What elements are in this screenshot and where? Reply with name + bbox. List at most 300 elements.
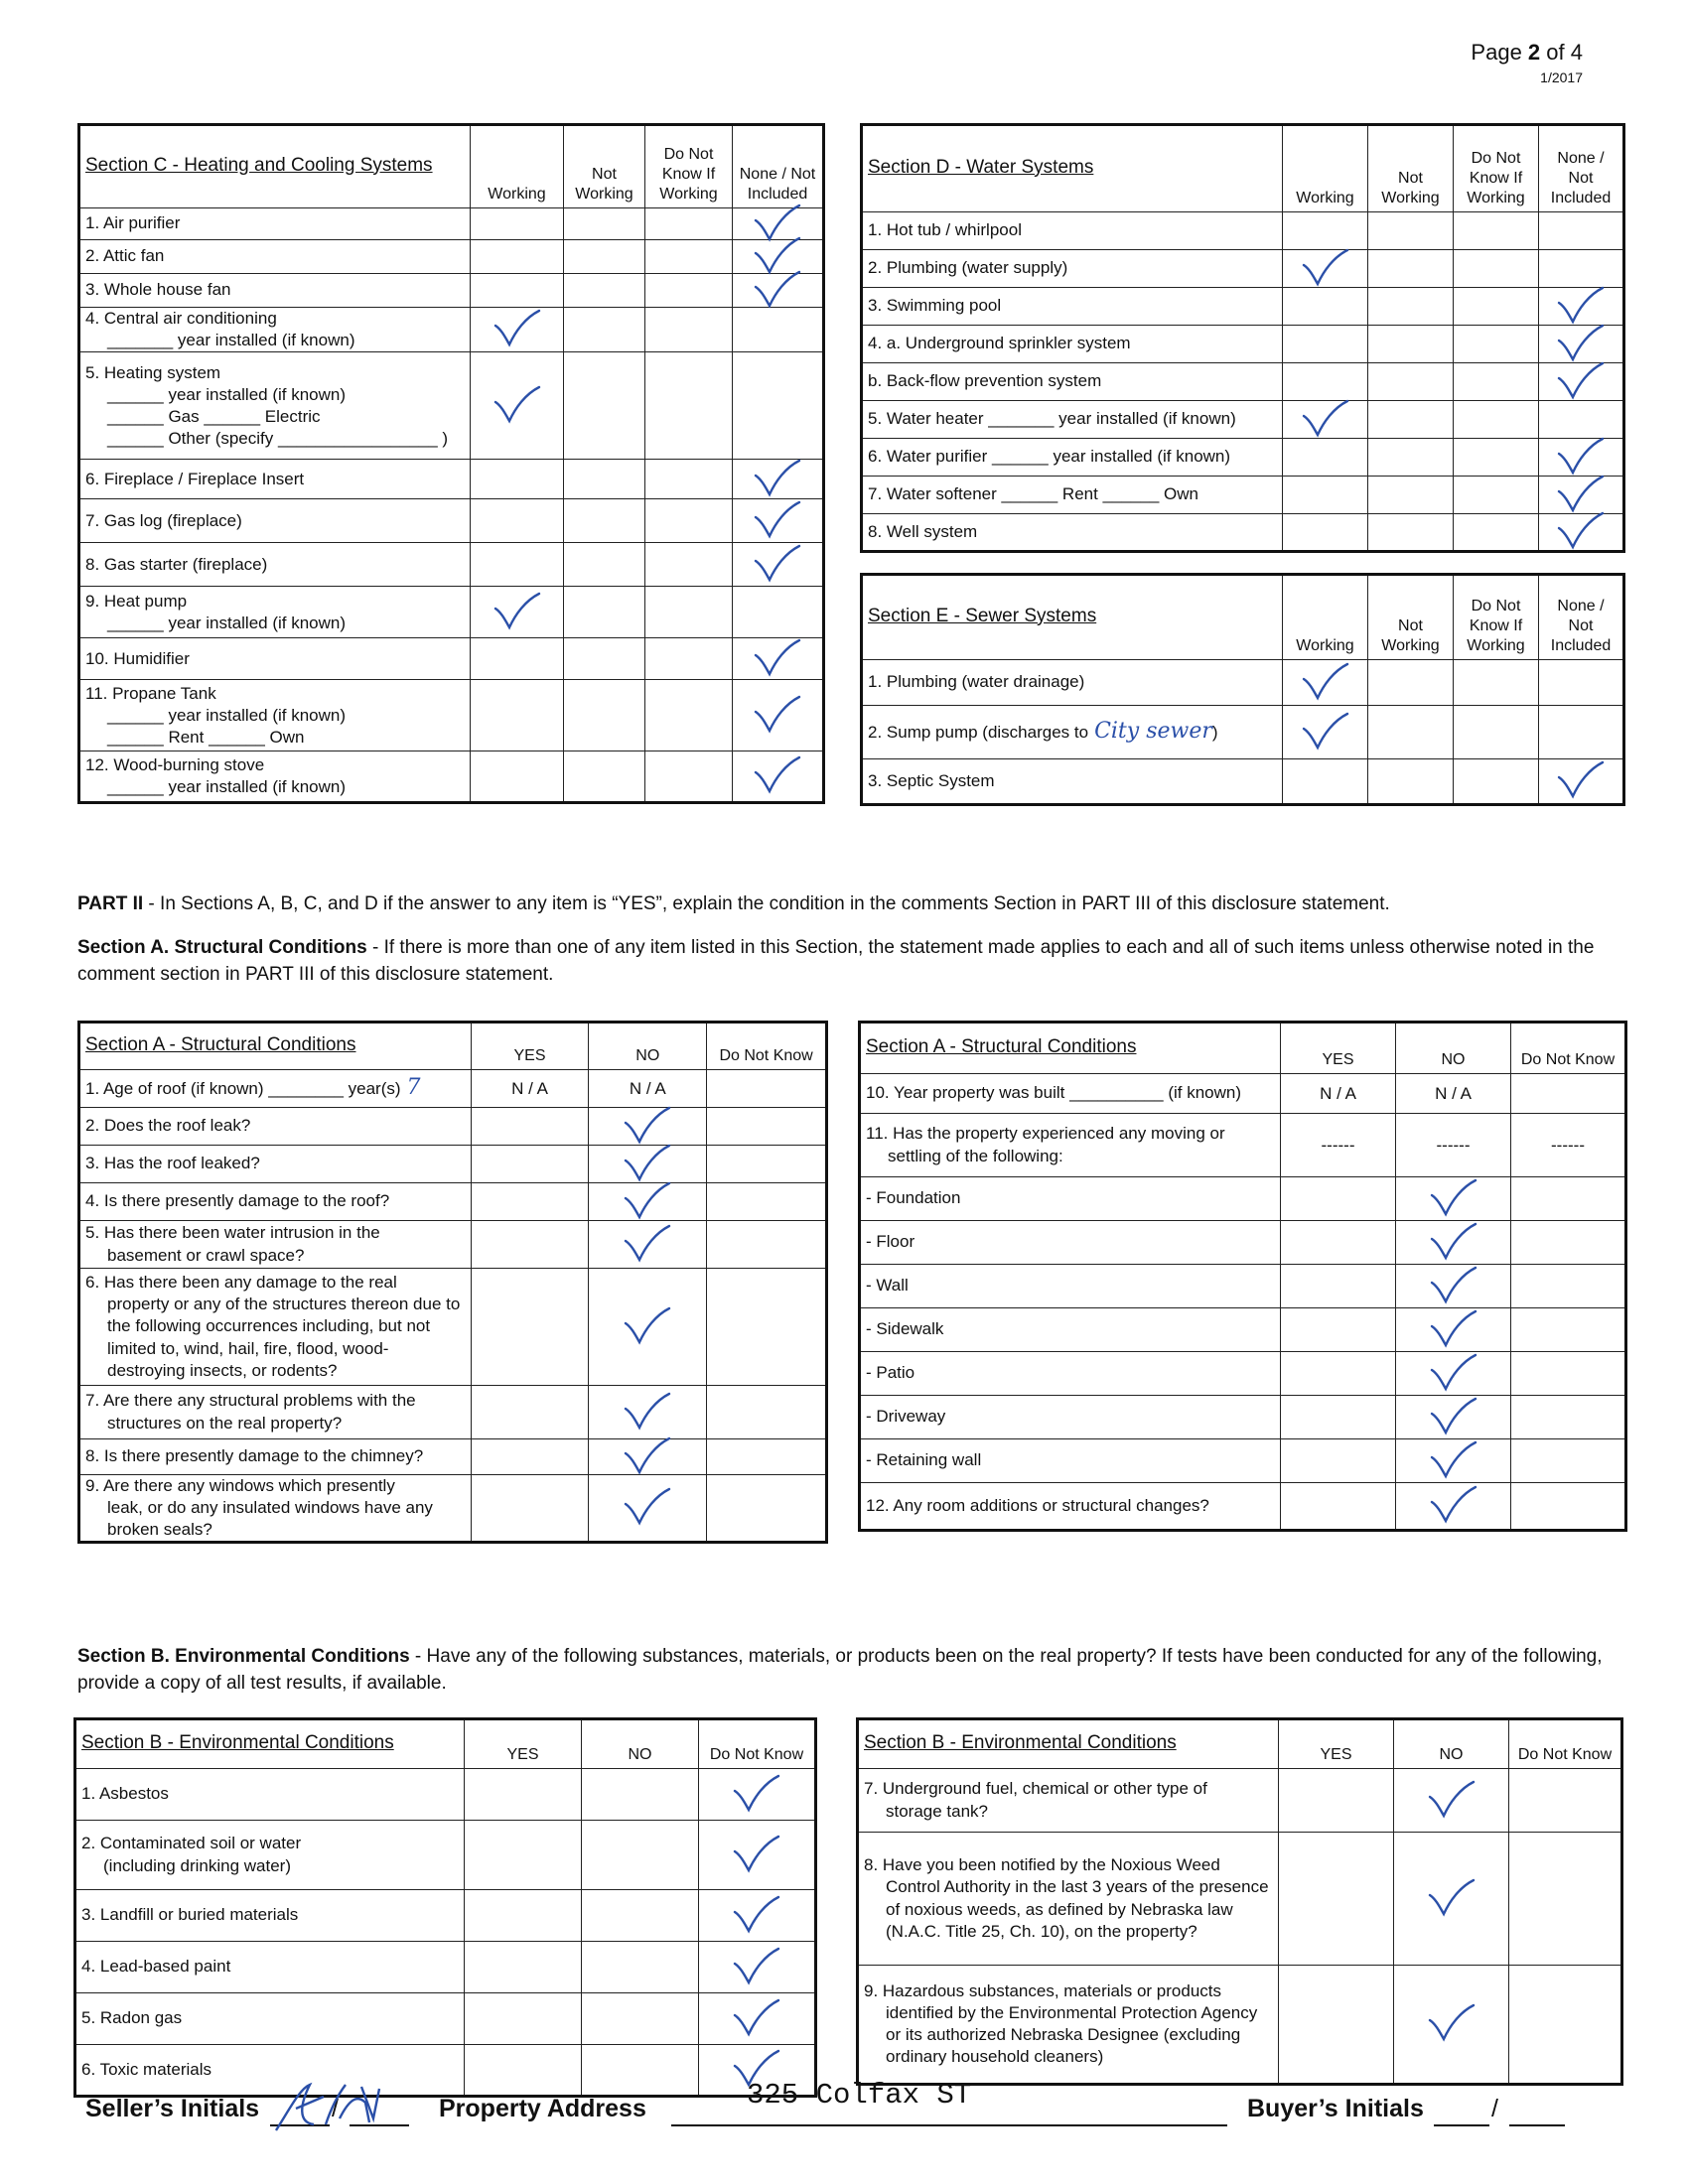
answer-cell[interactable]	[471, 208, 564, 240]
answer-cell[interactable]	[564, 460, 645, 499]
row-label	[79, 638, 471, 680]
answer-cell[interactable]	[1396, 1265, 1511, 1308]
answer-cell[interactable]	[1539, 706, 1624, 759]
answer-cell[interactable]: N / A	[589, 1070, 707, 1108]
answer-cell[interactable]	[471, 1386, 589, 1439]
answer-cell[interactable]	[733, 460, 824, 499]
answer-cell[interactable]	[582, 1821, 699, 1890]
table-row	[79, 499, 824, 543]
row-label-text: 3. Landfill or buried materials	[81, 1905, 299, 1925]
row-label	[862, 326, 1283, 363]
row-label	[75, 1993, 465, 2045]
row-label-text: 7. Underground fuel, chemical or other type of	[864, 1779, 1207, 1799]
answer-cell[interactable]	[1509, 1833, 1622, 1966]
answer-cell[interactable]	[471, 587, 564, 638]
answer-cell[interactable]	[471, 352, 564, 460]
table-row	[862, 477, 1624, 514]
column-header: None / Not Included	[733, 125, 824, 208]
answer-cell[interactable]	[733, 352, 824, 460]
answer-cell[interactable]	[645, 751, 733, 803]
row-label	[862, 660, 1283, 706]
answer-cell[interactable]	[471, 1475, 589, 1543]
answer-cell[interactable]	[1281, 1483, 1396, 1531]
table-row	[79, 1269, 827, 1386]
row-label	[862, 514, 1283, 552]
answer-cell[interactable]	[733, 751, 824, 803]
answer-cell[interactable]	[699, 1993, 816, 2045]
answer-cell[interactable]	[564, 308, 645, 352]
row-label	[75, 1821, 465, 1890]
table-row	[79, 1108, 827, 1146]
answer-cell[interactable]	[589, 1221, 707, 1269]
row-label	[860, 1114, 1281, 1177]
answer-cell[interactable]	[733, 638, 824, 680]
answer-cell[interactable]	[645, 352, 733, 460]
row-label-text: 2. Plumbing (water supply)	[868, 258, 1068, 278]
answer-cell[interactable]	[707, 1269, 827, 1386]
answer-cell[interactable]	[1454, 250, 1539, 288]
answer-cell[interactable]	[645, 274, 733, 308]
answer-cell[interactable]	[1511, 1177, 1626, 1221]
answer-cell[interactable]	[1509, 1966, 1622, 2085]
answer-cell[interactable]	[707, 1070, 827, 1108]
answer-cell[interactable]	[471, 1269, 589, 1386]
row-label	[862, 706, 1283, 759]
row-label	[79, 1183, 472, 1221]
answer-cell[interactable]	[1511, 1396, 1626, 1439]
answer-cell[interactable]	[1454, 477, 1539, 514]
answer-cell[interactable]	[1283, 363, 1368, 401]
answer-cell[interactable]	[1281, 1352, 1396, 1396]
handwritten-entry: 7	[406, 1075, 421, 1101]
answer-cell[interactable]	[471, 751, 564, 803]
answer-cell[interactable]	[645, 499, 733, 543]
answer-cell[interactable]	[1394, 1966, 1509, 2085]
row-label	[79, 751, 471, 803]
answer-cell[interactable]	[1368, 477, 1454, 514]
row-label-text: 3. Whole house fan	[85, 280, 231, 300]
answer-cell[interactable]	[1511, 1439, 1626, 1483]
row-label-end: )	[1211, 723, 1218, 743]
answer-cell[interactable]	[589, 1386, 707, 1439]
answer-cell[interactable]	[1283, 514, 1368, 552]
table-row	[75, 1769, 816, 1821]
column-header: NO	[582, 1719, 699, 1769]
answer-cell[interactable]	[733, 274, 824, 308]
row-label-text: - Foundation	[866, 1188, 961, 1208]
section-title: Section B - Environmental Conditions	[858, 1719, 1279, 1769]
answer-cell[interactable]	[707, 1146, 827, 1183]
row-label	[79, 1108, 472, 1146]
answer-cell[interactable]	[582, 2045, 699, 2097]
answer-cell[interactable]	[1539, 660, 1624, 706]
answer-cell[interactable]	[1396, 1308, 1511, 1352]
answer-cell[interactable]: N / A	[1281, 1074, 1396, 1114]
answer-cell[interactable]	[707, 1221, 827, 1269]
answer-cell[interactable]	[589, 1439, 707, 1475]
answer-cell[interactable]	[1454, 363, 1539, 401]
answer-cell[interactable]	[564, 543, 645, 587]
table-row	[79, 1183, 827, 1221]
answer-cell[interactable]	[471, 240, 564, 274]
table-row	[860, 1396, 1626, 1439]
row-label-text: 12. Wood-burning stove	[85, 755, 265, 775]
answer-cell[interactable]	[564, 751, 645, 803]
answer-cell[interactable]	[471, 638, 564, 680]
row-label-text: 1. Air purifier	[85, 213, 181, 233]
answer-cell[interactable]: N / A	[1396, 1074, 1511, 1114]
answer-cell[interactable]	[1509, 1769, 1622, 1833]
answer-cell[interactable]	[465, 1821, 582, 1890]
row-sublabel: identified by the Environmental Protection Agency or its authorized Nebraska Designee (excluding ordinary household cleaners)	[886, 2002, 1258, 2067]
row-label-text: 8. Is there presently damage to the chimney?	[85, 1446, 424, 1466]
section-e-table	[860, 573, 1625, 806]
row-label-text: - Sidewalk	[866, 1319, 944, 1339]
answer-cell[interactable]	[589, 1146, 707, 1183]
row-label-text: 10. Humidifier	[85, 648, 190, 668]
answer-cell[interactable]	[1283, 660, 1368, 706]
row-sublabel: structures on the real property?	[107, 1413, 343, 1433]
answer-cell[interactable]	[564, 352, 645, 460]
row-label-text: 12. Any room additions or structural changes?	[866, 1495, 1209, 1515]
answer-cell[interactable]	[1396, 1352, 1511, 1396]
answer-cell[interactable]	[1511, 1074, 1626, 1114]
answer-cell[interactable]	[564, 680, 645, 751]
table-row	[79, 751, 824, 803]
answer-cell[interactable]	[645, 680, 733, 751]
column-header: Working	[1283, 575, 1368, 660]
row-label	[862, 363, 1283, 401]
answer-cell[interactable]	[645, 240, 733, 274]
answer-cell[interactable]	[1539, 363, 1624, 401]
answer-cell[interactable]	[645, 587, 733, 638]
answer-cell[interactable]	[1283, 706, 1368, 759]
row-label	[862, 288, 1283, 326]
row-sublabel: (including drinking water)	[103, 1855, 291, 1875]
row-label	[79, 1070, 472, 1108]
answer-cell[interactable]	[1511, 1483, 1626, 1531]
answer-cell[interactable]	[1368, 706, 1454, 759]
row-sublabel: ______ Other (specify _________________ )	[107, 428, 449, 448]
answer-cell[interactable]	[582, 1942, 699, 1993]
answer-cell[interactable]	[1454, 514, 1539, 552]
table-row	[79, 680, 824, 751]
answer-cell[interactable]	[1283, 212, 1368, 250]
form-revision: 1/2017	[1540, 69, 1583, 85]
answer-cell[interactable]	[1396, 1221, 1511, 1265]
answer-cell[interactable]	[645, 308, 733, 352]
answer-cell[interactable]	[707, 1183, 827, 1221]
answer-cell[interactable]	[1368, 288, 1454, 326]
answer-cell[interactable]	[1281, 1221, 1396, 1265]
row-label-text: 11. Has the property experienced any moving or	[866, 1124, 1225, 1144]
answer-cell[interactable]	[589, 1475, 707, 1543]
row-sublabel: ______ Rent ______ Own	[107, 727, 305, 747]
column-header: Do Not Know	[699, 1719, 816, 1769]
row-label-text: 4. Is there presently damage to the roof?	[85, 1191, 390, 1211]
answer-cell[interactable]	[645, 460, 733, 499]
answer-cell[interactable]	[471, 308, 564, 352]
table-row	[79, 274, 824, 308]
answer-cell[interactable]	[1368, 401, 1454, 439]
answer-cell[interactable]	[589, 1269, 707, 1386]
answer-cell[interactable]	[707, 1386, 827, 1439]
part2-paragraph: PART II - In Sections A, B, C, and D if the answer to any item is “YES”, explain the condition in the comments Section in PART III of this disclosure statement.	[77, 893, 1390, 914]
row-label-text: 7. Water softener ______ Rent ______ Own	[868, 484, 1198, 504]
row-label	[79, 308, 471, 352]
answer-cell[interactable]	[1454, 326, 1539, 363]
answer-cell[interactable]	[645, 208, 733, 240]
answer-cell[interactable]	[1368, 212, 1454, 250]
answer-cell[interactable]	[1511, 1352, 1626, 1396]
row-label	[860, 1439, 1281, 1483]
row-label	[862, 250, 1283, 288]
row-label	[860, 1074, 1281, 1114]
answer-cell[interactable]	[564, 240, 645, 274]
table-row	[79, 1386, 827, 1439]
answer-cell[interactable]: ------	[1281, 1114, 1396, 1177]
answer-cell[interactable]	[1283, 288, 1368, 326]
answer-cell[interactable]	[1539, 401, 1624, 439]
buyer-initials-field-2[interactable]	[1509, 2124, 1565, 2126]
answer-cell[interactable]	[471, 543, 564, 587]
row-sublabel: settling of the following:	[888, 1146, 1063, 1165]
property-address-field[interactable]	[671, 2124, 1227, 2126]
answer-cell[interactable]: N / A	[471, 1070, 589, 1108]
table-row	[860, 1483, 1626, 1531]
answer-cell[interactable]	[1281, 1396, 1396, 1439]
answer-cell[interactable]	[1281, 1308, 1396, 1352]
table-row	[858, 1966, 1622, 2085]
seller-initials-separator: /	[332, 2095, 339, 2122]
column-header: None / Not Included	[1539, 125, 1624, 212]
answer-cell[interactable]	[1368, 759, 1454, 805]
property-address-label: Property Address	[439, 2095, 646, 2122]
answer-cell[interactable]	[1368, 514, 1454, 552]
table-row	[860, 1114, 1626, 1177]
table-row	[75, 1942, 816, 1993]
row-label-text: 6. Fireplace / Fireplace Insert	[85, 469, 305, 488]
table-row	[75, 2045, 816, 2097]
answer-cell[interactable]	[582, 1769, 699, 1821]
answer-cell[interactable]	[582, 1890, 699, 1942]
answer-cell[interactable]	[465, 1993, 582, 2045]
answer-cell[interactable]	[1539, 514, 1624, 552]
answer-cell[interactable]	[471, 1183, 589, 1221]
row-label	[862, 212, 1283, 250]
answer-cell[interactable]	[1368, 660, 1454, 706]
table-row	[862, 401, 1624, 439]
answer-cell[interactable]	[1279, 1966, 1394, 2085]
property-address-value: 325 Colfax ST	[747, 2079, 972, 2112]
answer-cell[interactable]	[1511, 1265, 1626, 1308]
row-label	[79, 1475, 472, 1543]
answer-cell[interactable]	[1396, 1177, 1511, 1221]
row-label	[79, 208, 471, 240]
row-label-text: 8. Have you been notified by the Noxious Weed	[864, 1855, 1220, 1875]
answer-cell[interactable]	[1368, 363, 1454, 401]
answer-cell[interactable]	[465, 1942, 582, 1993]
answer-cell[interactable]	[465, 1769, 582, 1821]
answer-cell[interactable]	[1283, 326, 1368, 363]
answer-cell[interactable]: ------	[1396, 1114, 1511, 1177]
answer-cell[interactable]	[582, 1993, 699, 2045]
row-label-text: 2. Sump pump (discharges to	[868, 723, 1089, 743]
answer-cell[interactable]	[1396, 1396, 1511, 1439]
table-row	[79, 460, 824, 499]
row-label	[79, 1439, 472, 1475]
answer-cell[interactable]	[564, 638, 645, 680]
table-row	[79, 308, 824, 352]
row-sublabel: ______ year installed (if known)	[107, 705, 347, 725]
answer-cell[interactable]	[1283, 477, 1368, 514]
answer-cell[interactable]	[1454, 706, 1539, 759]
answer-cell[interactable]	[589, 1183, 707, 1221]
table-row	[75, 1890, 816, 1942]
answer-cell[interactable]	[1394, 1833, 1509, 1966]
answer-cell[interactable]	[1283, 759, 1368, 805]
column-header: YES	[471, 1023, 589, 1070]
answer-cell[interactable]	[471, 499, 564, 543]
answer-cell[interactable]: ------	[1511, 1114, 1626, 1177]
answer-cell[interactable]	[1454, 759, 1539, 805]
table-row	[79, 1146, 827, 1183]
section-a-left-table	[77, 1021, 828, 1544]
answer-cell[interactable]	[1539, 288, 1624, 326]
answer-cell[interactable]	[1454, 212, 1539, 250]
row-label-text: 9. Are there any windows which presently	[85, 1476, 395, 1495]
answer-cell[interactable]	[471, 680, 564, 751]
answer-cell[interactable]	[1539, 250, 1624, 288]
answer-cell[interactable]	[1539, 212, 1624, 250]
column-header: Working	[471, 125, 564, 208]
row-label-text: - Retaining wall	[866, 1450, 982, 1470]
answer-cell[interactable]	[564, 587, 645, 638]
answer-cell[interactable]	[733, 499, 824, 543]
row-label	[75, 1890, 465, 1942]
row-sublabel: storage tank?	[886, 1801, 989, 1821]
answer-cell[interactable]	[699, 1890, 816, 1942]
row-label-text: 8. Gas starter (fireplace)	[85, 554, 268, 574]
row-label-text: 3. Septic System	[868, 770, 995, 790]
header-row	[862, 575, 1624, 660]
answer-cell[interactable]	[733, 543, 824, 587]
table-row	[75, 1821, 816, 1890]
answer-cell[interactable]	[1396, 1483, 1511, 1531]
answer-cell[interactable]	[1283, 439, 1368, 477]
row-label	[860, 1396, 1281, 1439]
answer-cell[interactable]	[1539, 477, 1624, 514]
answer-cell[interactable]	[1368, 250, 1454, 288]
answer-cell[interactable]	[1454, 401, 1539, 439]
answer-cell[interactable]	[645, 543, 733, 587]
answer-cell[interactable]	[699, 1769, 816, 1821]
answer-cell[interactable]	[564, 499, 645, 543]
answer-cell[interactable]	[564, 208, 645, 240]
answer-cell[interactable]	[699, 1821, 816, 1890]
row-sublabel: ______ year installed (if known)	[107, 384, 347, 404]
answer-cell[interactable]	[1511, 1308, 1626, 1352]
column-header: None / Not Included	[1539, 575, 1624, 660]
answer-cell[interactable]	[1281, 1177, 1396, 1221]
answer-cell[interactable]	[733, 680, 824, 751]
seller-initials-label: Seller’s Initials	[85, 2095, 260, 2122]
answer-cell[interactable]	[707, 1475, 827, 1543]
answer-cell[interactable]	[645, 638, 733, 680]
answer-cell[interactable]	[707, 1439, 827, 1475]
answer-cell[interactable]	[733, 587, 824, 638]
answer-cell[interactable]	[1454, 288, 1539, 326]
answer-cell[interactable]	[699, 1942, 816, 1993]
table-row	[860, 1177, 1626, 1221]
row-label	[860, 1221, 1281, 1265]
answer-cell[interactable]	[1368, 326, 1454, 363]
answer-cell[interactable]	[471, 1439, 589, 1475]
answer-cell[interactable]	[1454, 660, 1539, 706]
answer-cell[interactable]	[1454, 439, 1539, 477]
section-title: Section C - Heating and Cooling Systems	[79, 125, 471, 208]
answer-cell[interactable]	[471, 1108, 589, 1146]
row-label-text: 11. Propane Tank	[85, 683, 216, 703]
answer-cell[interactable]	[1281, 1265, 1396, 1308]
row-label-text: 1. Hot tub / whirlpool	[868, 220, 1022, 240]
buyer-initials-field-1[interactable]	[1434, 2124, 1489, 2126]
answer-cell[interactable]	[471, 274, 564, 308]
answer-cell[interactable]	[1539, 759, 1624, 805]
answer-cell[interactable]	[707, 1108, 827, 1146]
buyer-initials-separator: /	[1491, 2095, 1498, 2122]
column-header: Do Not Know If Working	[1454, 125, 1539, 212]
header-row	[858, 1719, 1622, 1769]
table-row	[862, 288, 1624, 326]
table-row	[79, 638, 824, 680]
header-row	[79, 1023, 827, 1070]
answer-cell[interactable]	[471, 460, 564, 499]
answer-cell[interactable]	[1283, 401, 1368, 439]
answer-cell[interactable]	[1368, 439, 1454, 477]
row-label	[79, 352, 471, 460]
section-title: Section D - Water Systems	[862, 125, 1283, 212]
answer-cell[interactable]	[465, 1890, 582, 1942]
answer-cell[interactable]	[589, 1108, 707, 1146]
table-row	[860, 1221, 1626, 1265]
row-label-text: 1. Age of roof (if known) ________ year(s)	[85, 1079, 401, 1099]
row-label	[79, 240, 471, 274]
row-label-text: 9. Hazardous substances, materials or products	[864, 1980, 1222, 2000]
answer-cell[interactable]	[1539, 326, 1624, 363]
answer-cell[interactable]	[1539, 439, 1624, 477]
answer-cell[interactable]	[465, 2045, 582, 2097]
answer-cell[interactable]	[1283, 250, 1368, 288]
table-row	[862, 706, 1624, 759]
row-label-text: - Driveway	[866, 1407, 946, 1427]
table-row	[79, 240, 824, 274]
section-title: Section B - Environmental Conditions	[75, 1719, 465, 1769]
answer-cell[interactable]	[1394, 1769, 1509, 1833]
answer-cell[interactable]	[1396, 1439, 1511, 1483]
row-label-text: 3. Has the roof leaked?	[85, 1154, 260, 1173]
answer-cell[interactable]	[471, 1146, 589, 1183]
answer-cell[interactable]	[564, 274, 645, 308]
answer-cell[interactable]	[733, 308, 824, 352]
column-header: Do Not Know If Working	[645, 125, 733, 208]
answer-cell[interactable]	[1511, 1221, 1626, 1265]
answer-cell[interactable]	[1279, 1769, 1394, 1833]
answer-cell[interactable]	[471, 1221, 589, 1269]
answer-cell[interactable]	[1281, 1439, 1396, 1483]
answer-cell[interactable]	[1279, 1833, 1394, 1966]
section-b-intro: Section B. Environmental Conditions - Have any of the following substances, materials, or products been on the real property? If tests have been conducted for any of the following, provide a copy of all test results, if available.	[77, 1646, 1603, 1694]
